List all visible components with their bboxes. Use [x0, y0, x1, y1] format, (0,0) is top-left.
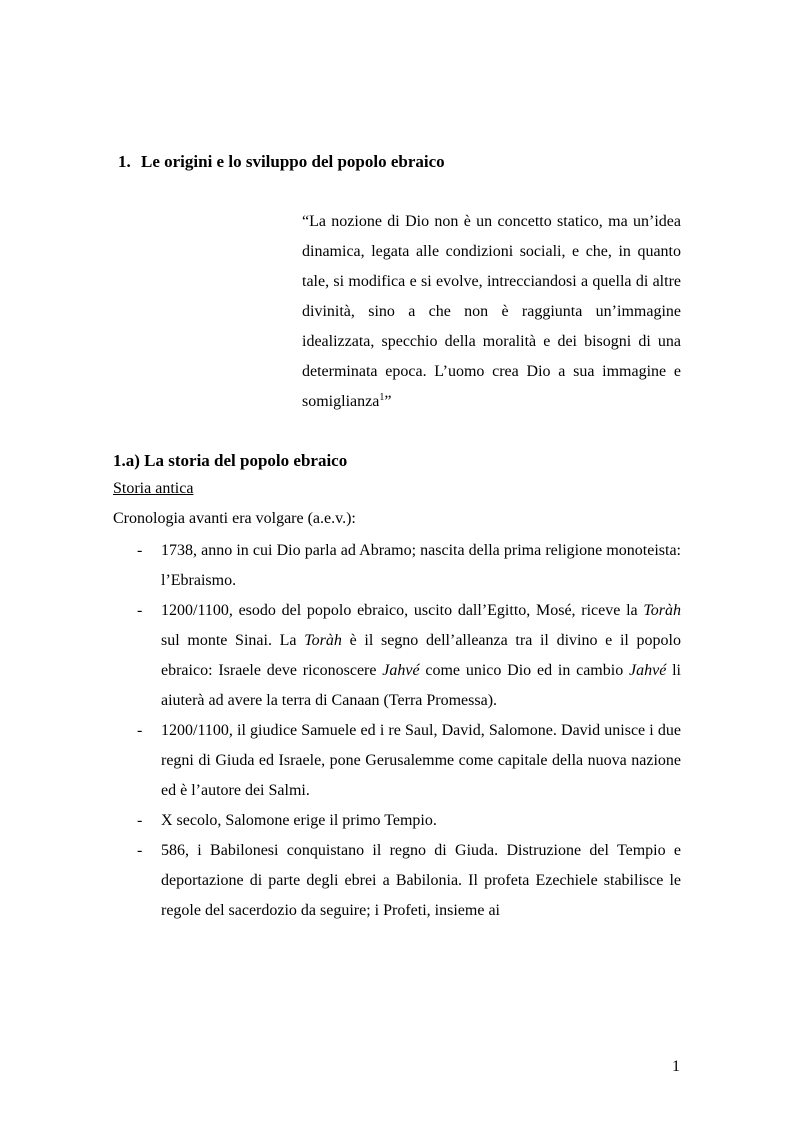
list-dash: -: [137, 722, 143, 739]
section-heading: 1.a) La storia del popolo ebraico: [113, 451, 348, 470]
item-text: 586, i Babilonesi conquistano il regno di Giuda. Distruzione del Tempio e deportazione di parte degli ebrei a Babilonia. Il profeta Ezechiele stabilisce le regole del sacerdozio da seguire; i Profeti, insieme ai: [161, 842, 681, 919]
item-text: 1738, anno in cui Dio parla ad Abramo; nascita della prima religione monoteista: l’Ebraismo.: [161, 542, 681, 589]
chronology-item: [113, 716, 681, 806]
quote-text: “La nozione di Dio non è un concetto statico, ma un’idea dinamica, legata alle condizioni sociali, e che, in quanto tale, si modifica e si evolve, intrecciandosi a quella di altre divinità, sino a che non è raggiunta un’immagine idealizzata, specchio della moralità e dei bisogni di una determinata epoca. L’uomo crea Dio a sua immagine e somiglianza: [302, 213, 681, 410]
item-text: li aiuterà ad avere la terra di Canaan (Terra Promessa).: [161, 662, 681, 709]
list-dash: -: [137, 812, 143, 829]
item-text: sul monte Sinai. La: [161, 632, 305, 649]
italic-term: Jahvé: [382, 662, 420, 679]
chapter-heading: [118, 152, 445, 172]
list-dash: -: [137, 542, 143, 559]
item-text: 1200/1100, esodo del popolo ebraico, uscito dall’Egitto, Mosé, riceve la: [161, 602, 644, 619]
list-dash: -: [137, 842, 143, 859]
italic-term: Jahvé: [629, 662, 667, 679]
page-number: 1: [672, 1058, 680, 1075]
epigraph-quote: [302, 207, 681, 417]
chapter-number: 1.: [118, 152, 131, 171]
subsection-heading: Storia antica: [113, 480, 194, 497]
item-text: 1200/1100, il giudice Samuele ed i re Saul, David, Salomone. David unisce i due regni di Giuda ed Israele, pone Gerusalemme come capitale della nuova nazione ed è l’autore dei Salmi.: [161, 722, 681, 799]
item-text: è il segno dell’alleanza tra il divino e il popolo ebraico: Israele deve riconoscere: [161, 632, 681, 679]
chronology-item: [113, 536, 681, 596]
item-text: X secolo, Salomone erige il primo Tempio.: [161, 812, 437, 829]
chronology-list: [113, 536, 681, 926]
list-dash: -: [137, 602, 143, 619]
chronology-item: [113, 836, 681, 926]
footnote-reference[interactable]: 1: [379, 392, 385, 403]
chapter-title: Le origini e lo sviluppo del popolo ebraico: [141, 152, 445, 171]
quote-closing-mark: ”: [384, 393, 392, 410]
item-text: come unico Dio ed in cambio: [419, 662, 629, 679]
chronology-item: [113, 806, 681, 836]
chronology-intro: Cronologia avanti era volgare (a.e.v.):: [113, 510, 356, 527]
italic-term: Toràh: [304, 632, 342, 649]
italic-term: Toràh: [643, 602, 681, 619]
chronology-item: [113, 596, 681, 716]
